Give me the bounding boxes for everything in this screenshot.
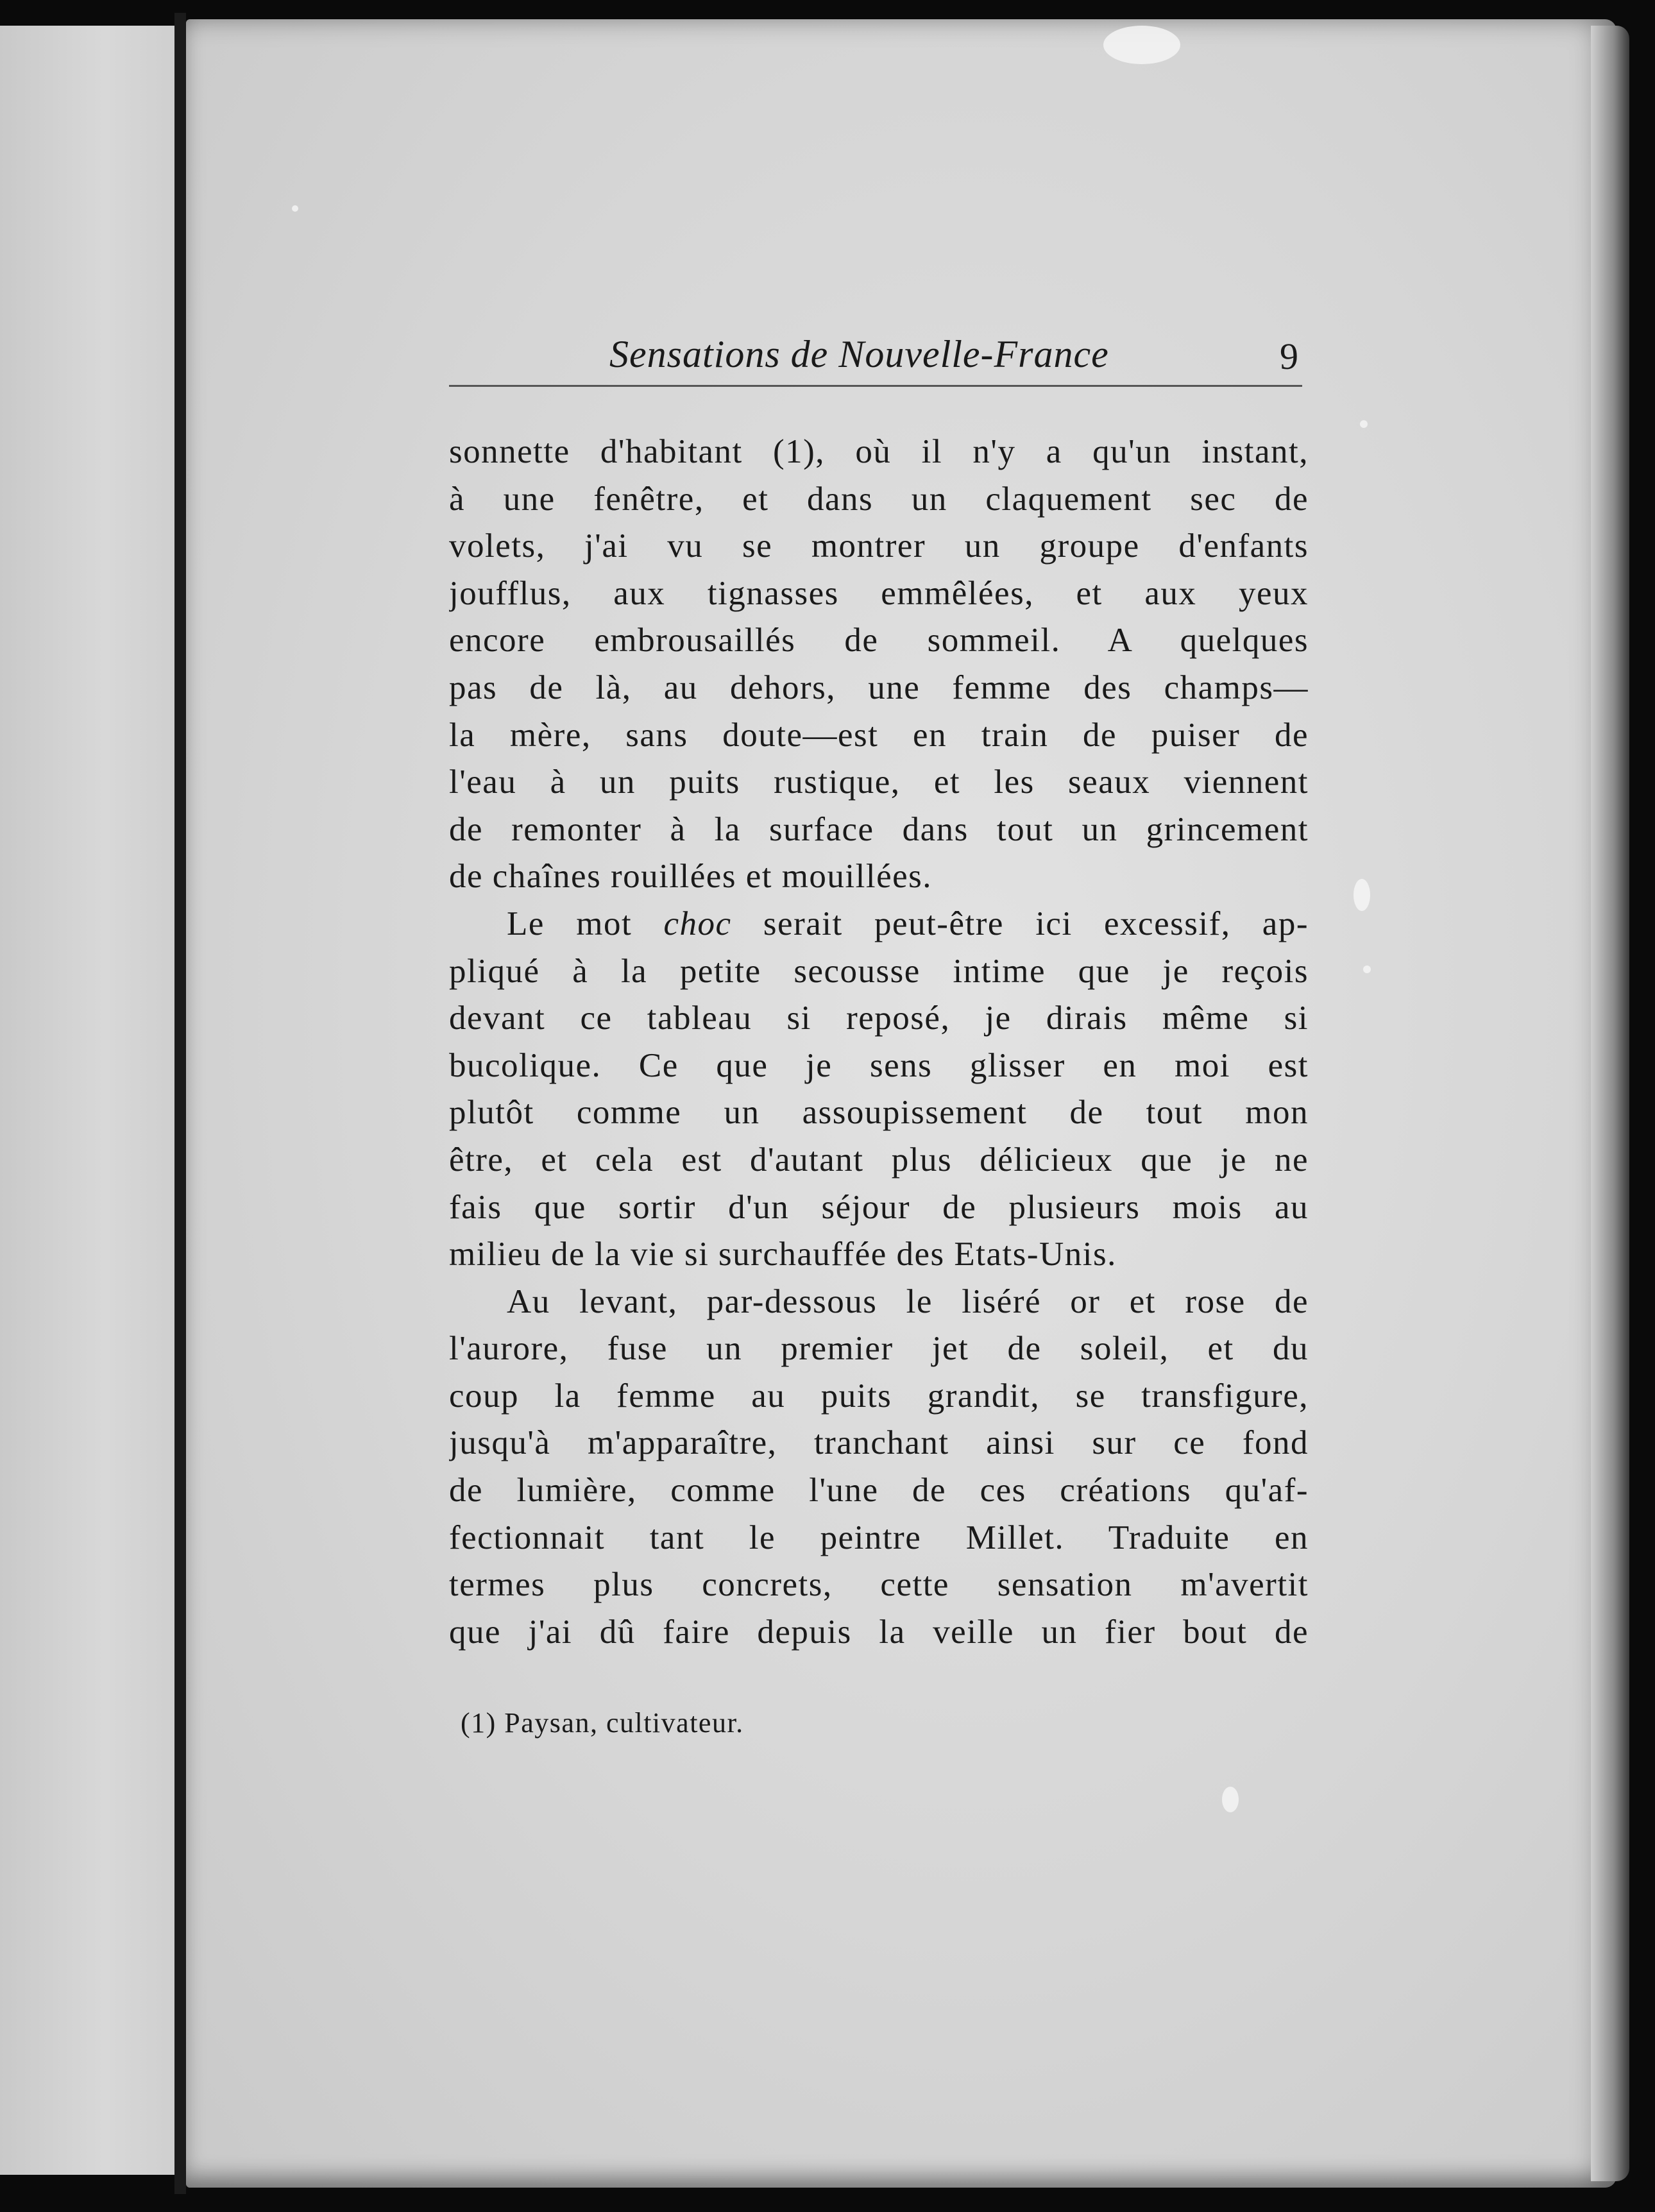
paper-blemish — [1103, 26, 1180, 64]
text-line: bucolique. Ce que je sens glisser en moi est — [449, 1046, 1309, 1084]
text-line: joufflus, aux tignasses emmêlées, et aux yeux — [449, 574, 1309, 612]
text-line: fais que sortir d'un séjour de plusieurs mois au — [449, 1188, 1309, 1226]
book-gutter — [174, 13, 186, 2194]
text-line: milieu de la vie si surchauffée des Etats-Unis. — [449, 1236, 1117, 1273]
paper-blemish — [1360, 420, 1368, 428]
page-fore-edge — [1591, 26, 1629, 2181]
text-line: coup la femme au puits grandit, se transfigure, — [449, 1377, 1309, 1415]
paper-blemish — [1222, 1787, 1239, 1812]
text-line: fectionnait tant le peintre Millet. Traduite en — [449, 1519, 1309, 1556]
text-line: pas de là, au dehors, une femme des champs— — [449, 668, 1309, 706]
footnote: (1) Paysan, cultivateur. — [461, 1707, 744, 1739]
text-line: que j'ai dû faire depuis la veille un fier bout de — [449, 1613, 1309, 1651]
text-line: jusqu'à m'apparaître, tranchant ainsi sur ce fond — [449, 1424, 1309, 1462]
text-line: être, et cela est d'autant plus délicieux que je ne — [449, 1141, 1309, 1178]
text-line: de lumière, comme l'une de ces créations qu'af- — [449, 1472, 1309, 1510]
running-head — [449, 321, 1302, 387]
text-line: de remonter à la surface dans tout un grincement — [449, 810, 1309, 848]
text-line: l'aurore, fuse un premier jet de soleil, et du — [449, 1330, 1309, 1368]
text-line: sonnette d'habitant (1), où il n'y a qu'un instant, — [449, 433, 1309, 470]
text-line: pliqué à la petite secousse intime que je reçois — [449, 952, 1309, 990]
paper-blemish — [1363, 966, 1371, 973]
text-line: de chaînes rouillées et mouillées. — [449, 858, 933, 896]
paper-blemish — [292, 205, 298, 212]
text-line: Le mot choc serait peut-être ici excessif, ap- — [507, 905, 1309, 942]
previous-page-edge — [0, 26, 174, 2175]
emphasis-word: choc — [663, 905, 732, 942]
paper-blemish — [1354, 879, 1370, 911]
text-line: devant ce tableau si reposé, je dirais même si — [449, 1000, 1309, 1037]
text-line: encore embrousaillés de sommeil. A quelques — [449, 622, 1309, 659]
text-line: plutôt comme un assoupissement de tout mon — [449, 1094, 1309, 1132]
page-number: 9 — [1280, 336, 1298, 377]
body-text — [449, 429, 1309, 1656]
running-title: Sensations de Nouvelle-France — [609, 333, 1109, 375]
text-line: termes plus concrets, cette sensation m'avertit — [449, 1566, 1309, 1604]
text-line: la mère, sans doute—est en train de puiser de — [449, 716, 1309, 754]
text-line: à une fenêtre, et dans un claquement sec de — [449, 480, 1309, 518]
text-line: volets, j'ai vu se montrer un groupe d'enfants — [449, 527, 1309, 565]
text-line: l'eau à un puits rustique, et les seaux viennent — [449, 763, 1309, 801]
text-line: Au levant, par-dessous le liséré or et rose de — [507, 1282, 1309, 1320]
